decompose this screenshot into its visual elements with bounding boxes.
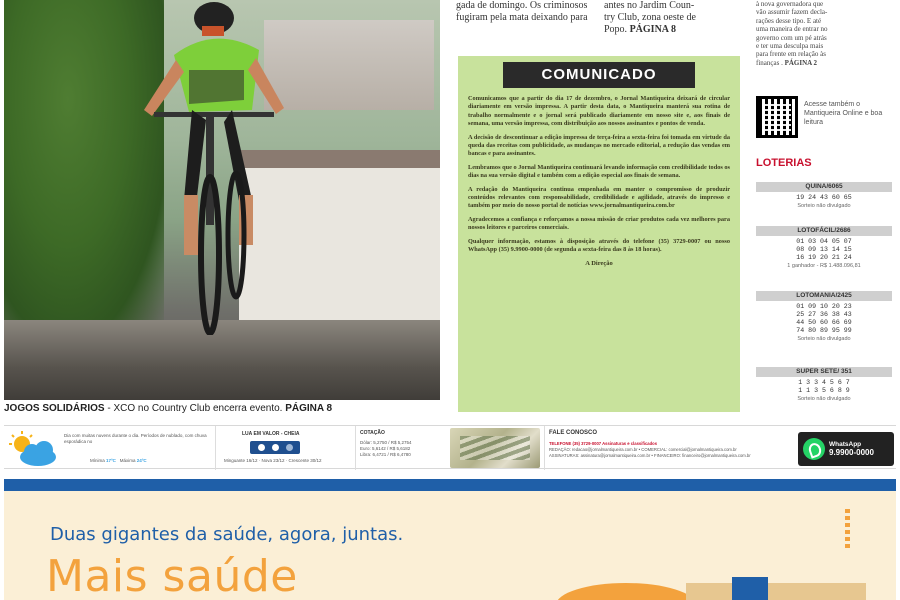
lottery-name: LOTOMANIA/2425 <box>756 291 892 301</box>
cyclist-figure <box>144 0 284 335</box>
background-house <box>264 20 434 110</box>
story-line: Popo. <box>604 24 628 35</box>
right-story-page: PÁGINA 2 <box>782 58 818 67</box>
right-story-line: finanças . <box>756 58 783 67</box>
cotacao-row: Euro: 5,6142 / R$ 5,6182 <box>360 446 411 451</box>
contact-cell <box>544 426 796 470</box>
lottery-lotofacil <box>756 226 892 269</box>
cotacao-title: COTAÇÃO <box>360 430 385 436</box>
right-story-line: e ter uma desculpa mais <box>756 42 824 51</box>
comunicado-paragraph: Agradecemos a confiança e reforçamos a nossa missão de criar produtos cada vez melhores para nossos leitores e parceiros comerciais. <box>468 215 730 232</box>
lottery-row: 44 50 60 66 69 <box>796 319 852 326</box>
lottery-lotomania <box>756 291 892 342</box>
lottery-row: 1 3 3 4 5 6 7 <box>798 379 850 386</box>
lottery-row: 01 03 04 05 07 <box>796 238 852 245</box>
right-column <box>756 0 896 402</box>
lottery-note: Sorteio não divulgado <box>797 396 851 402</box>
comunicado-box <box>458 56 740 412</box>
lottery-numbers <box>756 238 892 262</box>
lottery-name: LOTOFÁCIL/2686 <box>756 226 892 236</box>
lottery-row: 01 09 10 20 23 <box>796 303 852 310</box>
ad-slogan: Duas gigantes da saúde, agora, juntas. <box>50 524 404 545</box>
ad-headline: Mais saúde <box>46 551 298 600</box>
whatsapp-icon <box>803 438 825 460</box>
ad-accent-stripe <box>845 509 850 551</box>
qr-code-icon[interactable] <box>756 96 798 138</box>
caption-text: - XCO no Country Club encerra evento. <box>104 403 283 414</box>
tree-foliage <box>4 0 164 330</box>
comunicado-title: COMUNICADO <box>503 62 695 88</box>
loterias-title: LOTERIAS <box>756 157 812 169</box>
weather-forecast: Dia com muitas nuvens durante o dia. Períodos de nublado, com chuva esporádica no <box>64 433 207 444</box>
comunicado-paragraph: Lembramos que o Jornal Mantiqueira continuará levando informação com credibilidade todos os dias na sua versão digital e também com a edição especial aos finais de semana. <box>468 163 730 180</box>
money-photo <box>450 428 540 468</box>
story-line: antes no Jardim Coun- <box>604 0 695 11</box>
lottery-numbers <box>756 303 892 335</box>
lottery-super-sete <box>756 367 892 402</box>
comunicado-paragraph: Comunicamos que a partir do dia 17 de dezembro, o Jornal Mantiqueira deixará de circular diariamente em versão impressa. A partir desta data, o Mantiqueira manterá sua rotina de trabalho normalmente e o jornal será publicado diariamente em nosso site e, aos finais de semana, uma versão impressa, com distribuição aos nossos assinantes e pontos de venda. <box>468 95 730 128</box>
qr-block <box>756 96 888 138</box>
ad-graphic <box>536 575 876 600</box>
photo-caption <box>4 403 440 414</box>
lottery-row: 1 1 3 5 6 8 9 <box>798 387 850 394</box>
moon-title: LUA EM VALOR - CHEIA <box>242 431 300 437</box>
comunicado-paragraph: A decisão de descontinuar a edição impressa de terça-feira a sexta-feira foi tomada em virtude da queda das receitas com publicidade, as mudanças no mercado editorial, a redução das vendas em bancas e para assinantes. <box>468 133 730 158</box>
moon-cell <box>216 426 356 470</box>
right-story-line: rações desse tipo. E até <box>756 16 822 25</box>
comunicado-signature: A Direção <box>585 259 613 267</box>
info-strip <box>4 425 896 469</box>
right-story-line: vão assumir fazem decla- <box>756 8 828 17</box>
comunicado-paragraph: Qualquer informação, estamos à disposição através do telefone (35) 3729-0007 ou nosso WhatsApp (35) 9.9900-0000 (de segunda a sexta-feira das 8 às 18 horas). <box>468 237 730 254</box>
right-story-line: para frente em relação às <box>756 50 826 59</box>
lottery-note: Sorteio não divulgado <box>797 336 851 342</box>
whatsapp-label: WhatsApp <box>829 441 862 448</box>
lottery-name: QUINA/6065 <box>756 182 892 192</box>
lottery-name: SUPER SETE/ 351 <box>756 367 892 377</box>
story-page-ref: PÁGINA 8 <box>627 24 676 35</box>
health-ad <box>4 491 896 600</box>
lottery-row: 08 09 13 14 15 <box>796 246 852 253</box>
whatsapp-badge[interactable] <box>798 432 894 466</box>
lottery-row: 74 80 89 95 99 <box>796 327 852 334</box>
cotacao-row: Libra: 6,4721 / R$ 6,4780 <box>360 452 411 457</box>
lottery-quina <box>756 182 892 209</box>
cotacao-rows <box>360 440 412 458</box>
contact-lines <box>549 441 795 459</box>
story-line: try Club, zona oeste de <box>604 12 696 23</box>
weather-temps <box>90 458 147 464</box>
right-story-line: governo com um pé atrás <box>756 33 827 42</box>
moon-subtitle: Minguante 16/12 · Nova 23/12 · Crescente 30/12 <box>224 458 322 463</box>
max-temp: 24ºC <box>136 458 147 463</box>
lottery-numbers: 19 24 43 60 65 <box>796 194 852 201</box>
lottery-note: 1 ganhador - R$ 1.488.096,81 <box>787 263 861 269</box>
contact-line: REDAÇÃO: redacao@jornalmantiqueira.com.br • COMERCIAL: comercial@jornalmantiqueira.com.br <box>549 447 737 452</box>
qr-caption: Acesse também o Mantiqueira Online e boa leitura <box>804 101 883 126</box>
whatsapp-text <box>829 441 874 457</box>
min-label: Mínima <box>90 458 105 463</box>
lottery-note: Sorteio não divulgado <box>797 203 851 209</box>
cotacao-row: Dólar: 5,2750 / R$ 5,2754 <box>360 440 412 445</box>
story-column-2 <box>604 0 744 36</box>
ad-top-bar <box>4 479 896 491</box>
right-story-line: uma maneira de entrar no <box>756 25 828 34</box>
right-story-text <box>756 0 896 67</box>
sun-cloud-icon <box>6 430 60 468</box>
contact-title: FALE CONOSCO <box>549 430 598 436</box>
moon-phases-icon <box>250 441 300 454</box>
caption-page: PÁGINA 8 <box>282 403 333 414</box>
whatsapp-number: 9.9900-0000 <box>829 448 874 457</box>
contact-line: TELEFONE (35) 3729-0007 Assinaturas e classificados <box>549 441 658 446</box>
min-temp: 17ºC <box>106 458 116 463</box>
max-label: Máxima <box>119 458 136 463</box>
right-story-line: à nova governadora que <box>756 0 824 8</box>
weather-cell <box>4 426 216 470</box>
lottery-row: 16 19 20 21 24 <box>796 254 852 261</box>
caption-label: JOGOS SOLIDÁRIOS <box>4 403 105 414</box>
comunicado-paragraph: A redação do Mantiqueira continua empenhada em manter o compromisso de produzir conteúdos relevantes com responsabilidade, credibilidade e agilidade, através do impresso e também por meio do nosso portal de notícias www.jornalmantiqueira.com.br <box>468 185 730 210</box>
contact-line: ASSINATURAS: assinatura@jornalmantiqueira.com.br • FINANCEIRO: financeiro@jornalmantiqueira.com.br <box>549 453 751 458</box>
lottery-row: 25 27 36 38 43 <box>796 311 852 318</box>
cyclist-photo <box>4 0 440 400</box>
story-column-1 <box>456 0 591 24</box>
lottery-numbers <box>756 379 892 395</box>
story-text-1: gada de domingo. Os criminosos fugiram pela mata deixando para <box>456 0 588 23</box>
